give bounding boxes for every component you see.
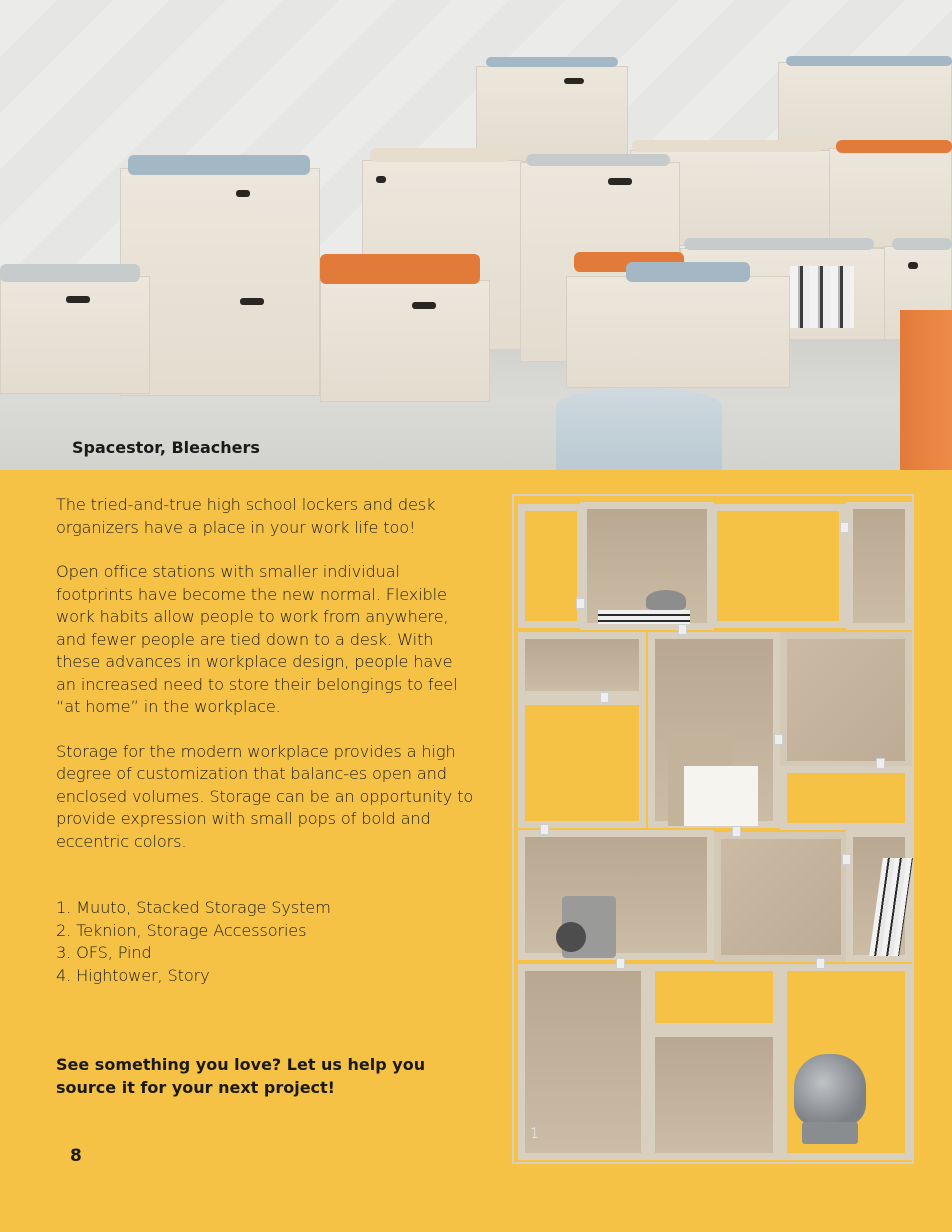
connector-clip — [816, 958, 825, 969]
cushion — [128, 155, 310, 175]
box-handle — [236, 190, 250, 197]
white-panel — [684, 766, 758, 826]
storage-box — [320, 280, 490, 402]
storage-box — [828, 148, 952, 248]
wood-cube — [846, 502, 912, 630]
wood-cube — [518, 830, 714, 960]
cushion — [632, 140, 822, 152]
box-handle — [66, 296, 90, 303]
stone-ornament — [646, 590, 686, 610]
product-list-item: 4. Hightower, Story — [56, 965, 210, 985]
article-body — [56, 494, 476, 987]
connector-clip — [540, 824, 549, 835]
hero-photo — [0, 0, 952, 470]
round-stool — [556, 388, 722, 470]
product-list-item: 2. Teknion, Storage Accessories — [56, 920, 307, 940]
cushion — [836, 140, 952, 153]
cushion — [320, 254, 480, 284]
connector-clip — [616, 958, 625, 969]
open-cube — [710, 504, 846, 628]
storage-box — [566, 276, 790, 388]
speaker-lens — [556, 922, 586, 952]
intro-paragraph: Storage for the modern workplace provides a high degree of customization that balanc-es open and enclosed volumes. Storage can be an opportunity to provide expression with small pops of bold and eccentric colors. — [56, 741, 474, 851]
connector-clip — [576, 598, 585, 609]
cushion — [626, 262, 750, 282]
books — [790, 266, 854, 328]
box-handle — [240, 298, 264, 305]
connector-clip — [840, 522, 849, 533]
connector-clip — [774, 734, 783, 745]
connector-clip — [876, 758, 885, 769]
book-stack — [598, 610, 690, 624]
cabinet-door — [714, 832, 848, 962]
product-list — [56, 897, 476, 987]
stacked-storage-photo — [512, 494, 914, 1164]
page-number: 8 — [70, 1146, 82, 1166]
storage-box — [0, 276, 150, 394]
open-cube — [780, 766, 912, 830]
photo-caption: Spacestor, Bleachers — [72, 438, 260, 457]
open-cube — [518, 698, 646, 828]
connector-clip — [732, 826, 741, 837]
cabinet-door — [780, 632, 912, 768]
cushion — [892, 238, 952, 250]
open-cube — [518, 504, 584, 628]
box-handle — [412, 302, 436, 309]
orange-stool — [900, 310, 952, 470]
box-handle — [608, 178, 632, 185]
connector-clip — [678, 624, 687, 635]
cushion — [684, 238, 874, 250]
connector-clip — [600, 692, 609, 703]
product-list-item: 3. OFS, Pind — [56, 943, 152, 962]
intro-paragraph: The tried-and-true high school lockers and desk organizers have a place in your work life too! — [56, 495, 436, 537]
storage-box — [778, 62, 952, 152]
wood-cube — [648, 1030, 780, 1160]
cushion — [526, 154, 670, 166]
product-list-item: 1. Muuto, Stacked Storage System — [56, 898, 331, 917]
call-to-action: See something you love? Let us help you source it for your next project! — [56, 1055, 426, 1097]
lamp-base — [802, 1122, 858, 1144]
cushion — [370, 148, 510, 162]
intro-paragraph: Open office stations with smaller individual footprints have become the new normal. Flexible work habits allow people to work from anywhere, and fewer people are tied down to a desk. With these advances in workplace design, people have an increased need to store their belongings to feel “at home” in the workplace. — [56, 562, 458, 716]
cushion — [786, 56, 952, 66]
cushion — [0, 264, 140, 282]
box-handle — [376, 176, 386, 183]
lamp-shade — [794, 1054, 866, 1126]
box-handle — [908, 262, 918, 269]
box-handle — [564, 78, 584, 84]
connector-clip — [842, 854, 851, 865]
cushion — [486, 57, 618, 67]
open-cube — [648, 964, 780, 1030]
storage-box — [120, 168, 320, 396]
wood-cube — [518, 632, 646, 698]
photo-label: 1 — [530, 1126, 539, 1142]
